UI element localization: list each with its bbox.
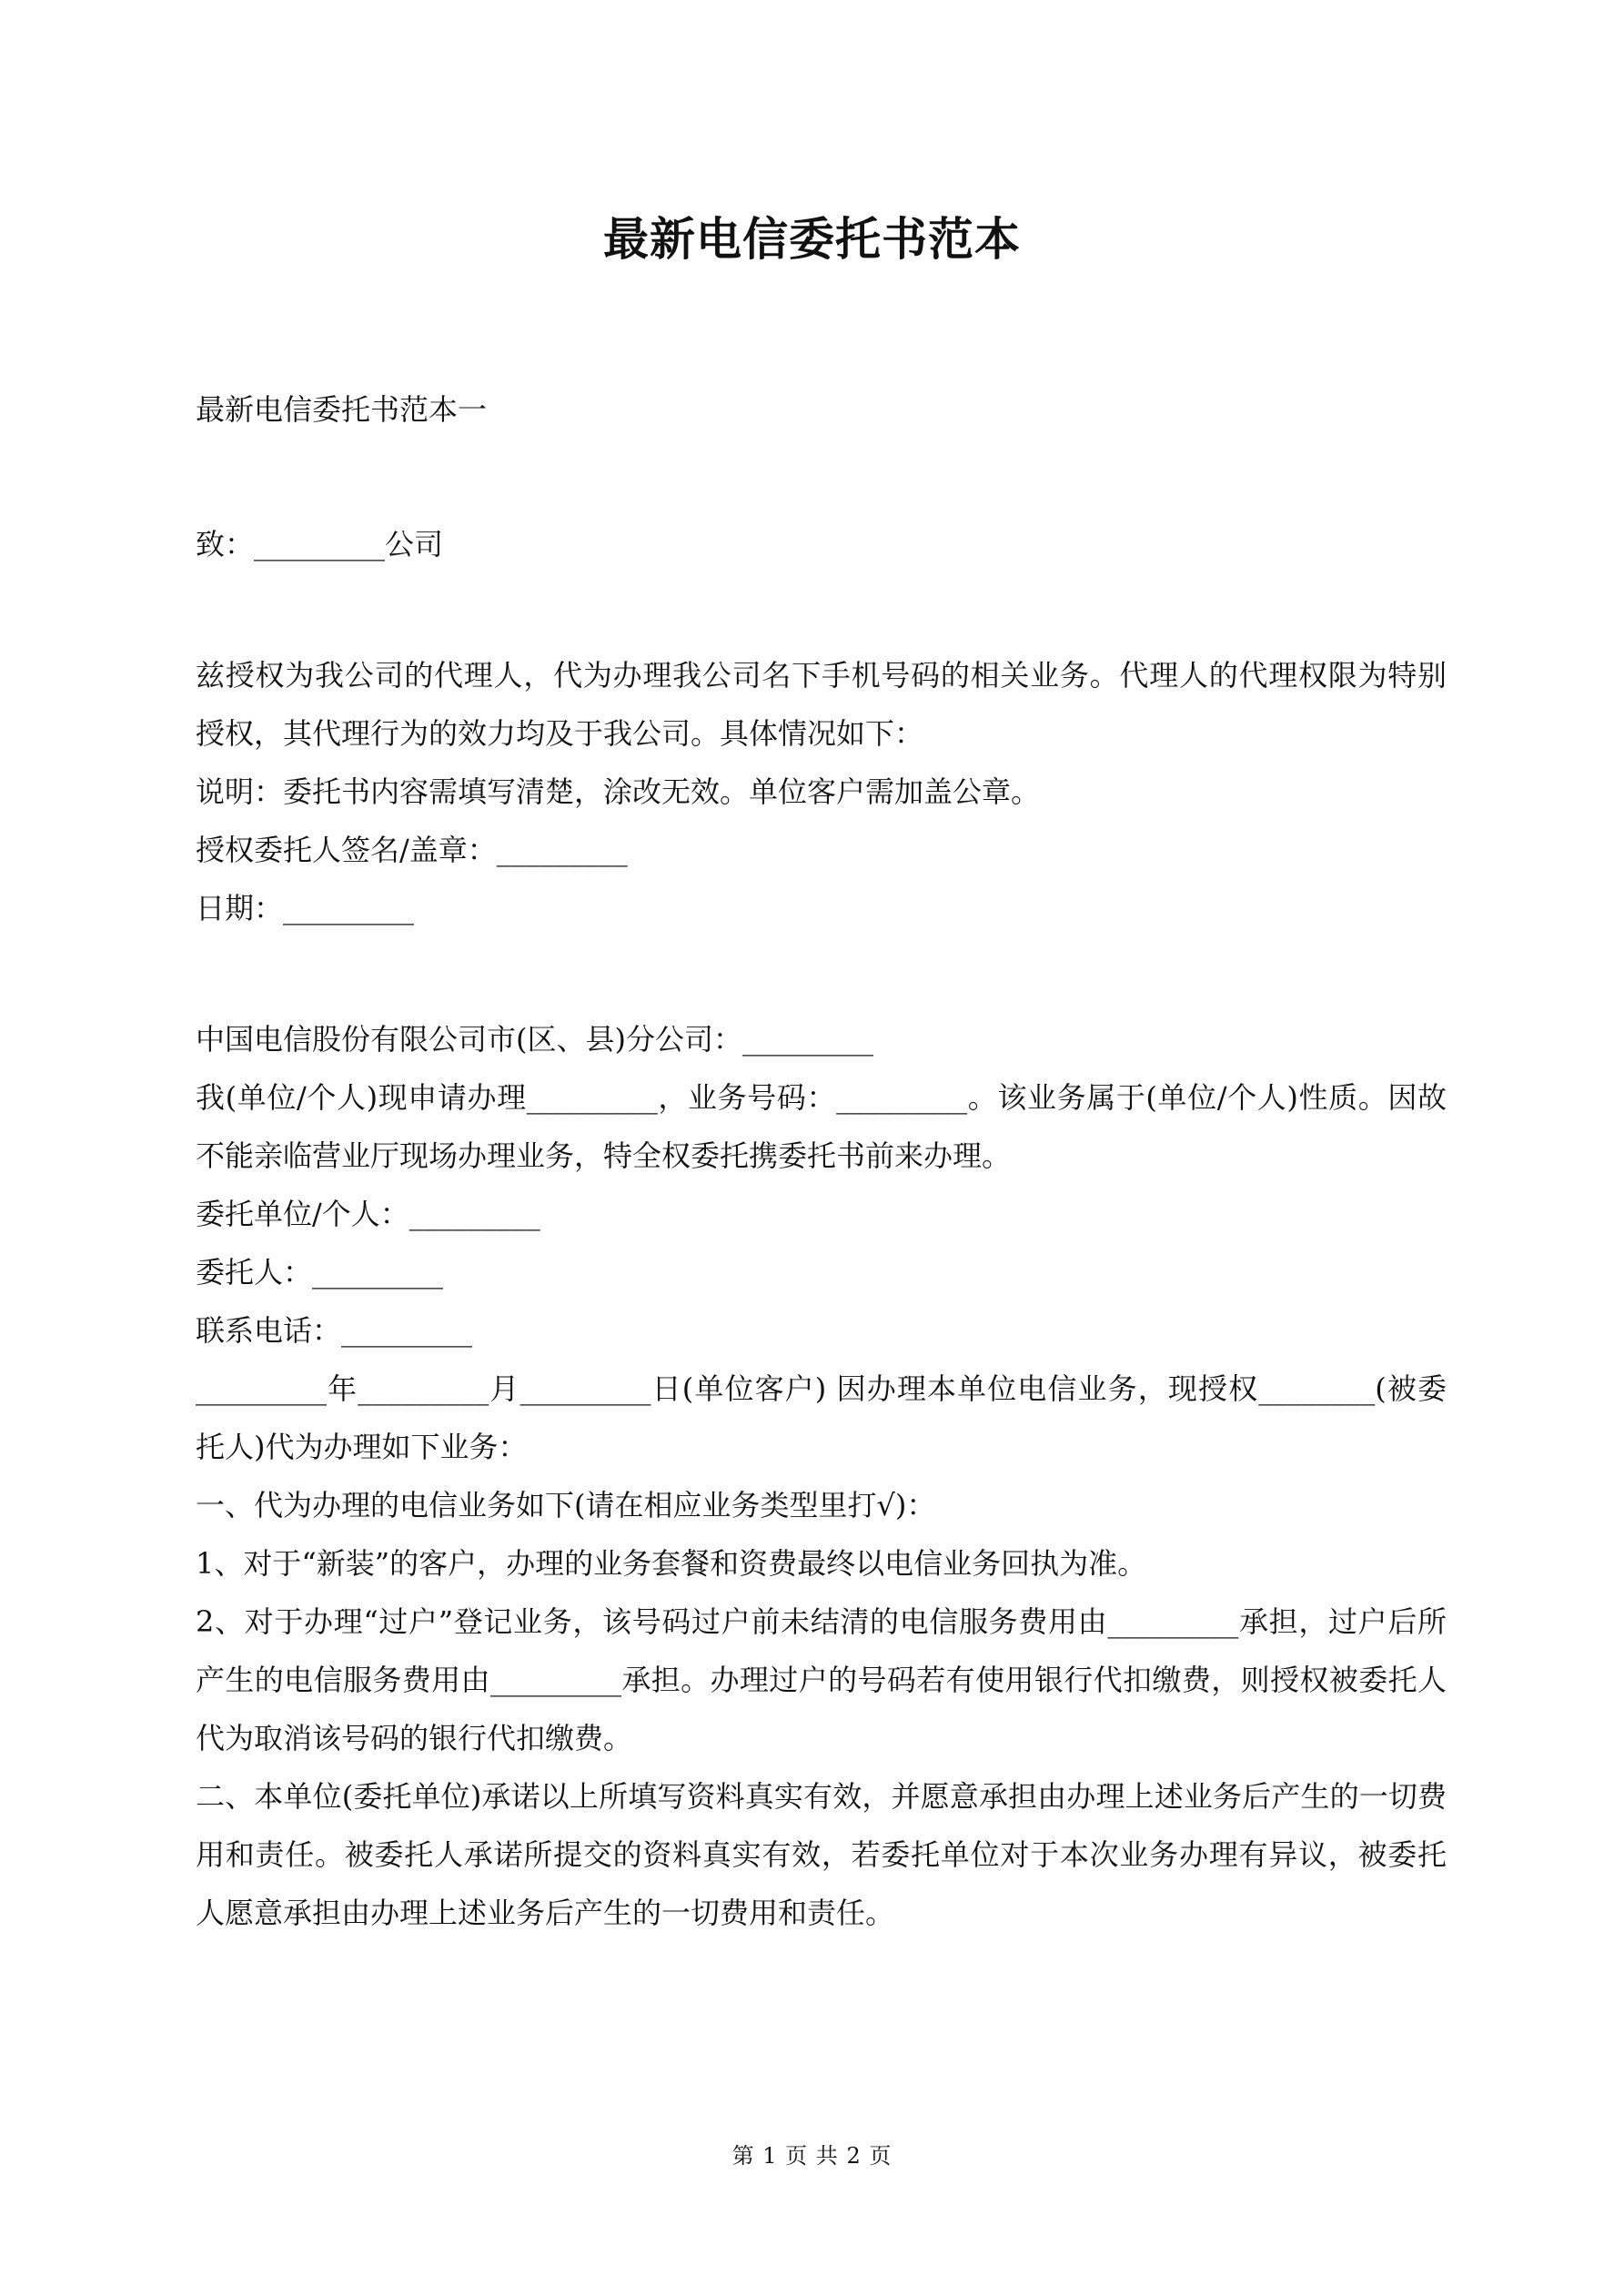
signature-line: 授权委托人签名/盖章：_________ [196, 833, 628, 867]
client-line: 委托人：_________ [196, 1255, 444, 1290]
application-paragraph: 我(单位/个人)现申请办理_________，业务号码：_________。该业务属于(单位/个人)性质。因故不能亲临营业厅现场办理业务，特全权委托携委托书前来办理。 [196, 1080, 1447, 1173]
addressee-line: 致：_________公司 [196, 527, 444, 561]
phone-line: 联系电话：_________ [196, 1313, 473, 1348]
authorization-paragraph: 兹授权为我公司的代理人，代为办理我公司名下手机号码的相关业务。代理人的代理权限为特别授权，其代理行为的效力均及于我公司。具体情况如下： [196, 658, 1447, 751]
page-footer: 第 1 页 共 2 页 [731, 2143, 893, 2169]
clause-item-1: 1、对于“新装”的客户，办理的业务套餐和资费最终以电信业务回执为准。 [196, 1546, 1147, 1581]
spacer [196, 937, 1447, 1010]
branch-line: 中国电信股份有限公司市(区、县)分公司：_________ [196, 1022, 873, 1057]
document-title: 最新电信委托书范本 [603, 212, 1021, 266]
date-authorization-paragraph: _________年_________月_________日(单位客户) 因办理本单位电信业务，现授权________(被委托人)代为办理如下业务： [196, 1371, 1447, 1464]
section-heading: 最新电信委托书范本一 [196, 392, 488, 427]
instruction-note: 说明：委托书内容需填写清楚，涂改无效。单位客户需加盖公章。 [196, 774, 1041, 809]
date-line: 日期：_________ [196, 891, 415, 925]
principal-line: 委托单位/个人：_________ [196, 1197, 540, 1231]
clause-two-paragraph: 二、本单位(委托单位)承诺以上所填写资料真实有效，并愿意承担由办理上述业务后产生的一切费用和责任。被委托人承诺所提交的资料真实有效，若委托单位对于本次业务办理有异议，被委托人愿意承担由办理上述业务后产生的一切费用和责任。 [196, 1779, 1447, 1930]
spacer [196, 439, 1447, 515]
clause-one-heading: 一、代为办理的电信业务如下(请在相应业务类型里打√)： [196, 1488, 936, 1522]
document-body [196, 380, 1447, 1942]
spacer [196, 573, 1447, 646]
clause-item-2: 2、对于办理“过户”登记业务，该号码过户前未结清的电信服务费用由_________承担，过户后所产生的电信服务费用由_________承担。办理过户的号码若有使用银行代扣缴费，则授权被委托人代为取消该号码的银行代扣缴费。 [196, 1604, 1447, 1755]
